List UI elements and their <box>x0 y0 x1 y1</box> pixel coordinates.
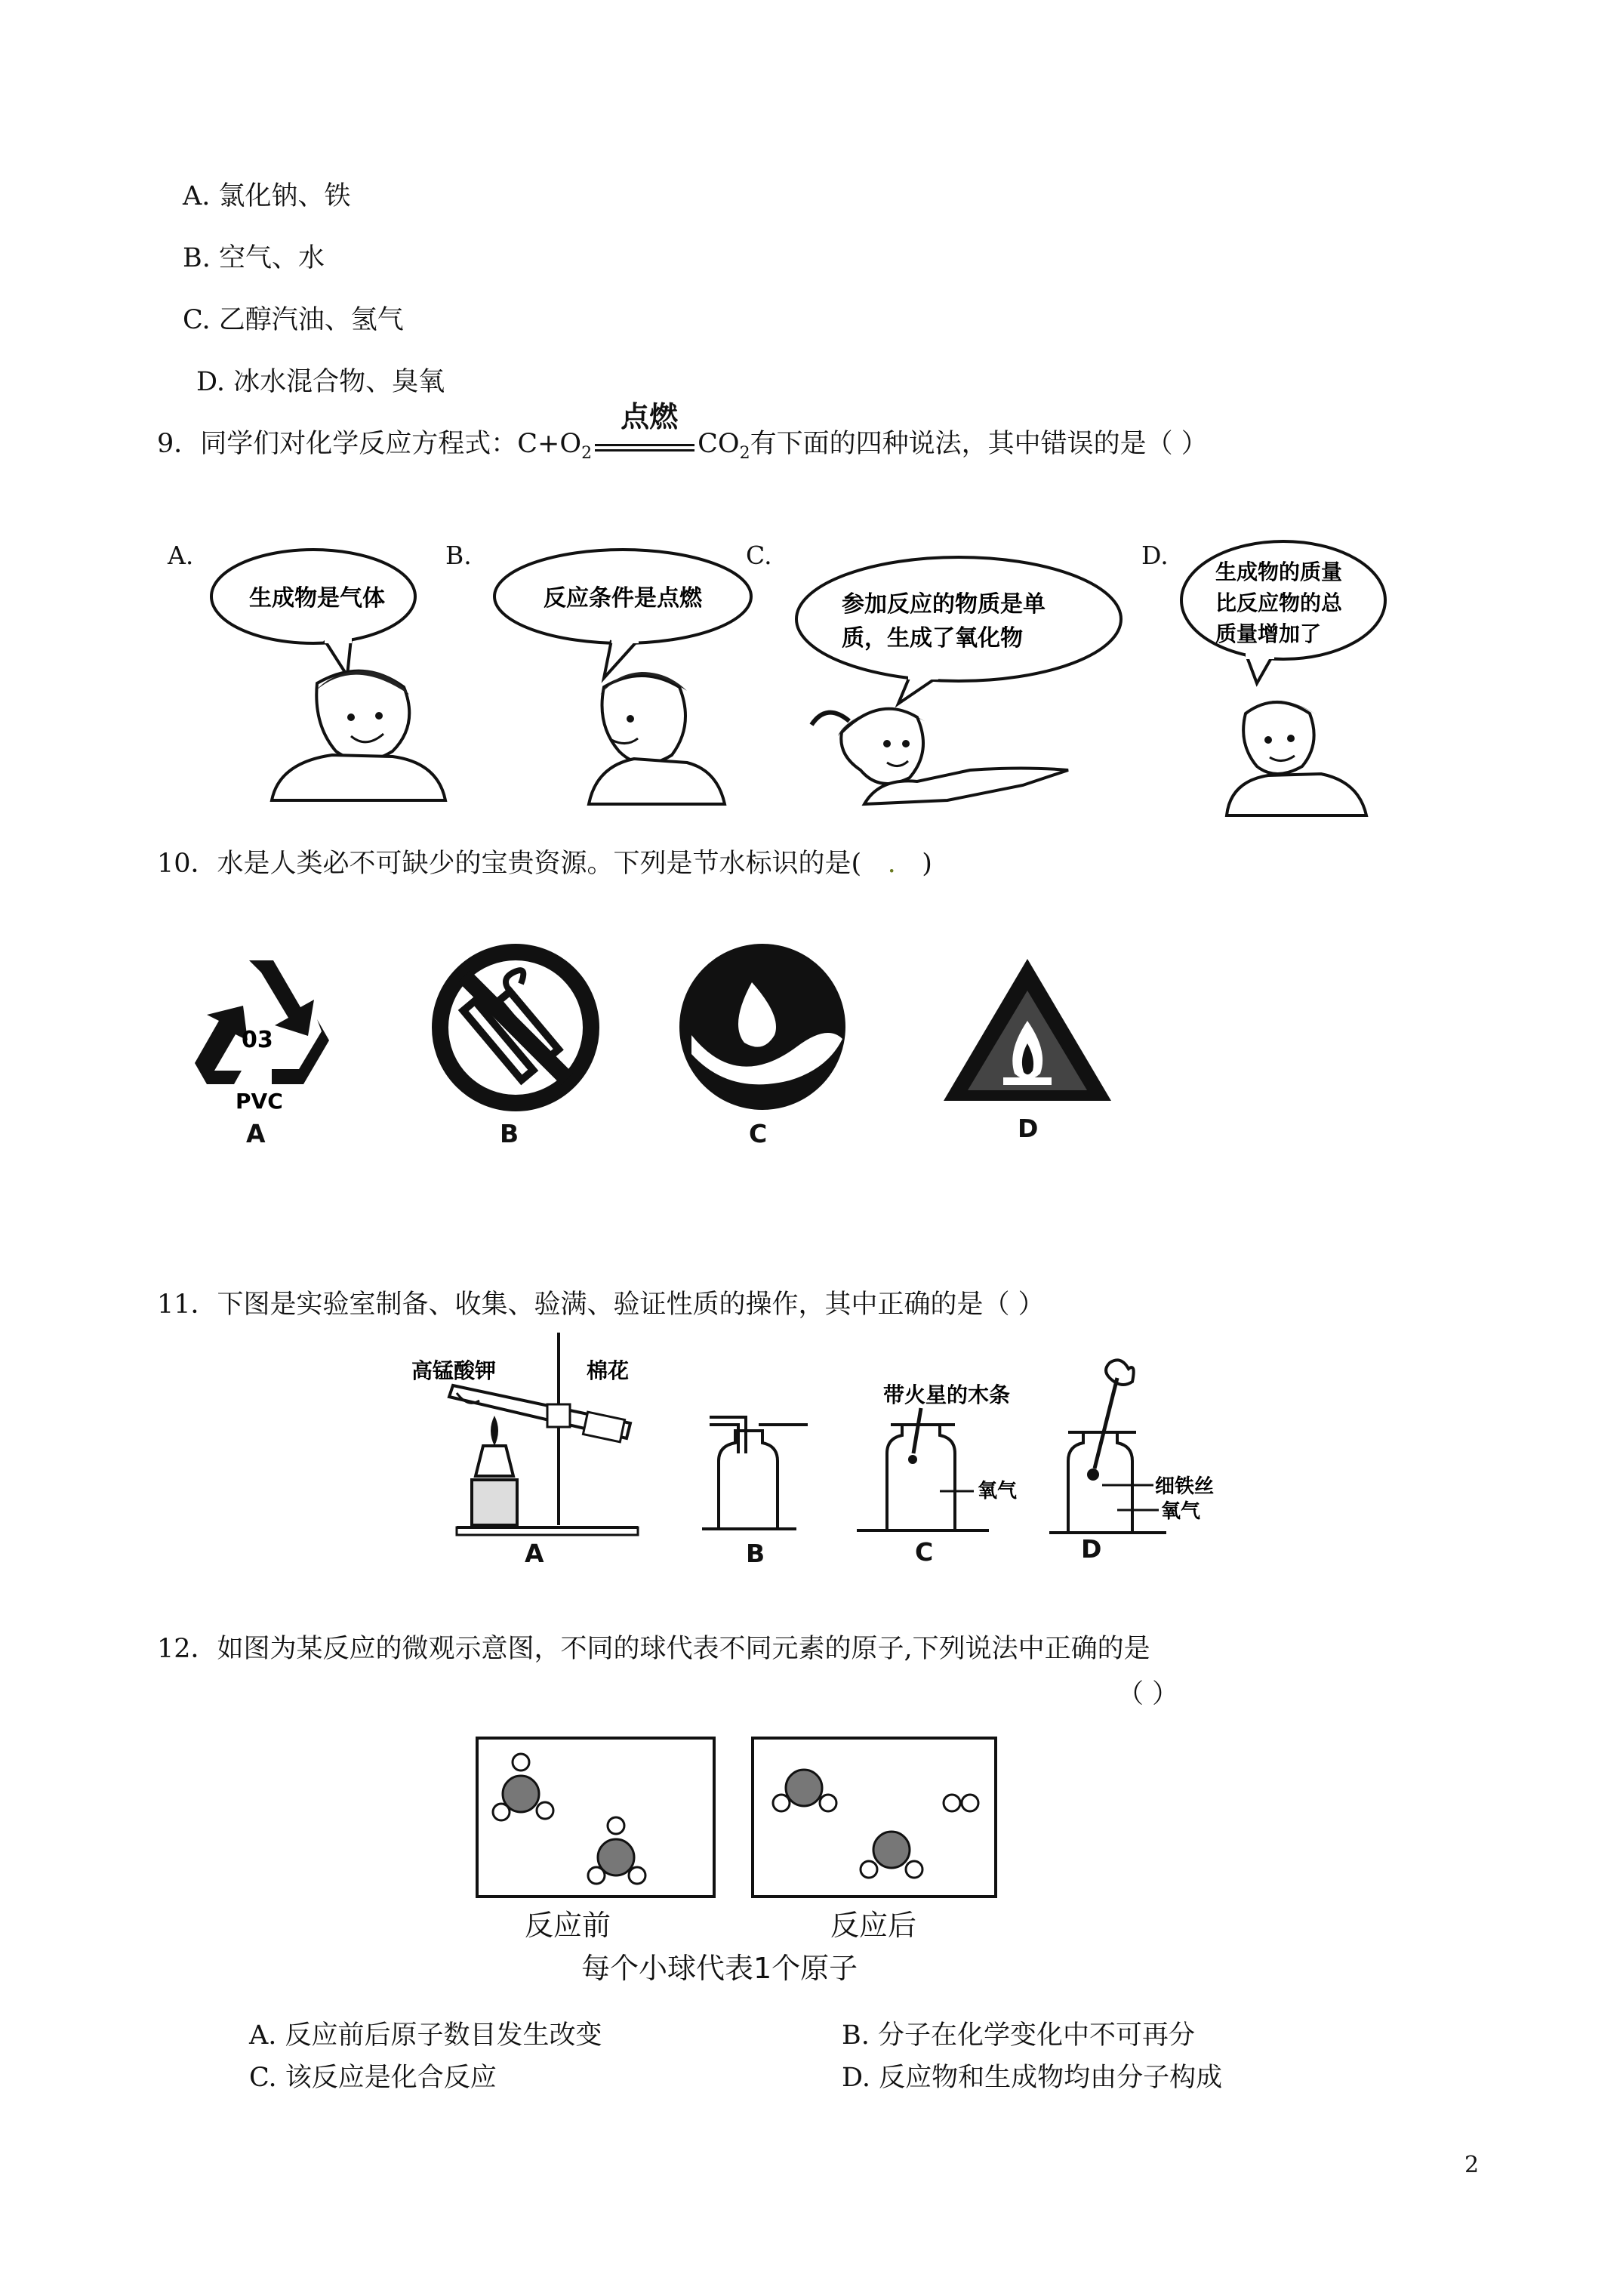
cartoon-a-bubble-text: 生成物是气体 <box>249 585 385 612</box>
before-reaction-box <box>476 1737 717 1903</box>
q10-label-b: B <box>500 1119 519 1148</box>
page-number: 2 <box>1464 2152 1480 2178</box>
q10-label-c: C <box>749 1119 768 1148</box>
boy-a-figure <box>272 670 445 800</box>
recycle-caption: PVC <box>236 1089 283 1114</box>
q12-caption: 每个小球代表1个原子 <box>581 1952 858 1985</box>
label-cotton: 棉花 <box>587 1358 630 1383</box>
q10-stem <box>157 847 932 880</box>
q8-option-d: D. 冰水混合物、臭氧 <box>196 367 445 397</box>
q9-reaction-arrow <box>592 400 698 461</box>
apparatus-a <box>411 1333 668 1552</box>
flammable-warning-symbol <box>939 953 1120 1111</box>
recycle-number: 03 <box>242 1027 273 1053</box>
no-smoking-symbol <box>430 942 604 1116</box>
cartoon-c <box>796 544 1144 808</box>
q11-label-b: B <box>746 1539 765 1568</box>
before-label: 反应前 <box>525 1909 611 1942</box>
water-saving-symbol <box>676 941 850 1114</box>
girl-c-figure <box>812 709 1068 804</box>
after-label: 反应后 <box>830 1909 917 1942</box>
q11-label-d: D <box>1081 1534 1102 1564</box>
cartoon-d <box>1185 540 1412 819</box>
label-iron-wire: 细铁丝 <box>1155 1475 1215 1498</box>
cartoon-b <box>498 544 755 808</box>
recycle-symbol <box>174 951 347 1114</box>
q11-stem: 11．下图是实验室制备、收集、验满、验证性质的操作，其中正确的是（ ） <box>157 1290 1045 1320</box>
q8-option-b: B. 空气、水 <box>183 243 325 273</box>
q9-label-c: C. <box>746 541 772 570</box>
q9-suffix: 有下面的四种说法，其中错误的是（ ） <box>750 429 1208 459</box>
q12-paren: （ ） <box>1117 1679 1179 1709</box>
q11-label-c: C <box>915 1537 934 1567</box>
cartoon-a <box>211 544 468 808</box>
label-oxygen-c: 氧气 <box>978 1480 1018 1502</box>
after-reaction-box <box>751 1737 1000 1903</box>
q11-label-a: A <box>525 1539 544 1568</box>
q10-close: ) <box>922 849 932 879</box>
q10-text: 10．水是人类必不可缺少的宝贵资源。下列是节水标识的是( <box>157 849 862 879</box>
q10-label-d: D <box>1018 1114 1039 1143</box>
q10-dot: . <box>887 849 896 879</box>
q8-option-a: A. 氯化钠、铁 <box>183 181 351 211</box>
cartoon-c-bubble-line2: 质，生成了氧化物 <box>842 625 1023 652</box>
label-splint: 带火星的木条 <box>883 1382 1011 1407</box>
q8-option-c: C. 乙醇汽油、氢气 <box>183 305 404 335</box>
cartoon-c-bubble-line1: 参加反应的物质是单 <box>842 591 1046 618</box>
boy-b-figure <box>589 672 725 804</box>
q12-stem: 12．如图为某反应的微观示意图，不同的球代表不同元素的原子,下列说法中正确的是 <box>157 1634 1150 1664</box>
cartoon-d-bubble-line3: 质量增加了 <box>1215 621 1322 646</box>
cartoon-b-bubble-text: 反应条件是点燃 <box>544 585 702 612</box>
apparatus-c <box>857 1378 1053 1552</box>
apparatus-d <box>1049 1355 1253 1552</box>
q9-condition: 点燃 <box>621 400 679 433</box>
q9-label-d: D. <box>1141 541 1169 570</box>
boy-d-figure <box>1227 701 1366 815</box>
label-oxygen-d: 氧气 <box>1161 1500 1201 1523</box>
q9-label-b: B. <box>445 541 472 570</box>
q12-option-c: C. 该反应是化合反应 <box>249 2063 497 2093</box>
cartoon-d-bubble-line1: 生成物的质量 <box>1215 559 1343 584</box>
q9-eq-left: $C+O_2$ <box>517 429 593 463</box>
q12-option-d: D. 反应物和生成物均由分子构成 <box>842 2063 1223 2093</box>
cartoon-d-bubble-line2: 比反应物的总 <box>1215 590 1343 615</box>
q12-option-b: B. 分子在化学变化中不可再分 <box>842 2020 1195 2051</box>
q9-prefix: 9．同学们对化学反应方程式： <box>157 429 518 459</box>
q12-option-a: A. 反应前后原子数目发生改变 <box>249 2020 602 2051</box>
q9-stem <box>157 400 1208 470</box>
q10-label-a: A <box>246 1119 266 1148</box>
label-kmno4: 高锰酸钾 <box>411 1358 497 1383</box>
q9-label-a: A. <box>168 541 194 570</box>
q9-eq-right: $CO_2$ <box>698 429 750 463</box>
